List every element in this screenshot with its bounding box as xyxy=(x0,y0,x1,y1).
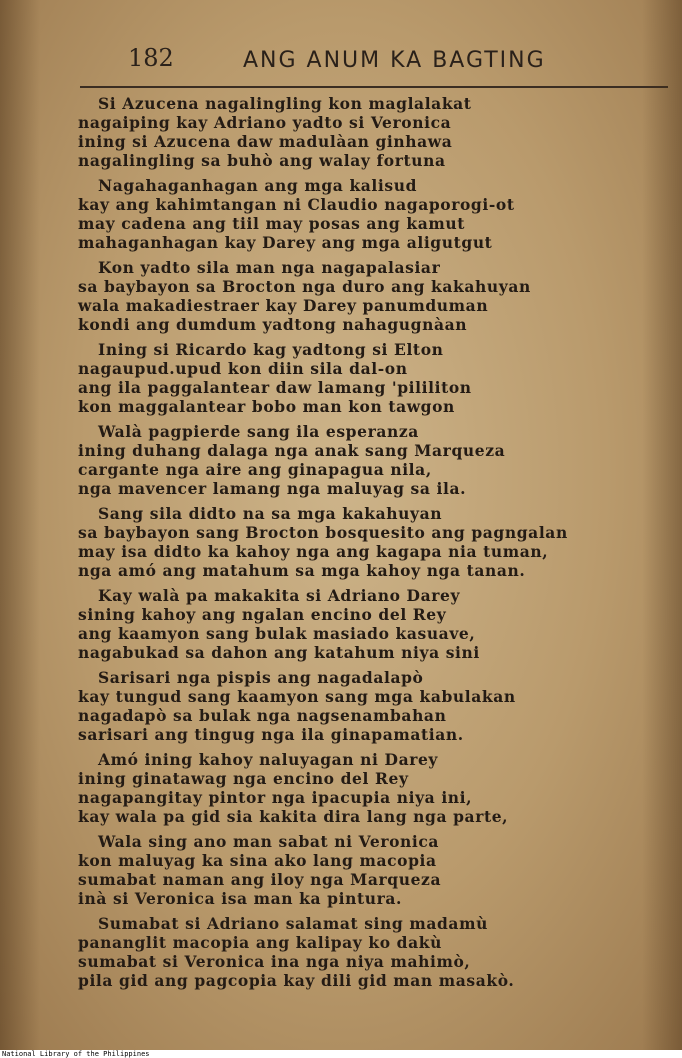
stanza xyxy=(0,258,682,334)
page-number: 182 xyxy=(128,44,174,72)
verse-line: inà si Veronica isa man ka pintura. xyxy=(78,889,402,908)
stanza xyxy=(0,832,682,908)
verse-line: nagapangitay pintor nga ipacupia niya ini, xyxy=(78,788,473,807)
verse-line: sa baybayon sa Brocton nga duro ang kakahuyan xyxy=(78,277,531,296)
verse-line: sumabat si Veronica ina nga niya mahimò, xyxy=(78,952,471,971)
verse-line: may cadena ang tiil may posas ang kamut xyxy=(78,214,465,233)
verse-line: sining kahoy ang ngalan encino del Rey xyxy=(78,605,447,624)
verse-line: nagalingling sa buhò ang walay fortuna xyxy=(78,151,446,170)
verse-line: Kay walà pa makakita si Adriano Darey xyxy=(98,586,461,605)
verse-line: mahaganhagan kay Darey ang mga aligutgut xyxy=(78,233,493,252)
verse-line: nga amó ang matahum sa mga kahoy nga tanan. xyxy=(78,561,526,580)
verse-line: ang ila paggalantear daw lamang 'pililiton xyxy=(78,378,472,397)
stanza xyxy=(0,176,682,252)
header-rule xyxy=(80,86,668,88)
stanza xyxy=(0,94,682,170)
verse-line: Sang sila didto na sa mga kakahuyan xyxy=(98,504,443,523)
stanza xyxy=(0,422,682,498)
verse-line: Si Azucena nagalingling kon maglalakat xyxy=(98,94,472,113)
verse-line: nagaiping kay Adriano yadto si Veronica xyxy=(78,113,452,132)
verse-line: Walà pagpierde sang ila esperanza xyxy=(98,422,419,441)
verse-line: kon maggalantear bobo man kon tawgon xyxy=(78,397,455,416)
verse-line: kon maluyag ka sina ako lang macopia xyxy=(78,851,437,870)
poem-body xyxy=(0,94,682,996)
verse-line: kay tungud sang kaamyon sang mga kabulakan xyxy=(78,687,516,706)
stanza xyxy=(0,586,682,662)
library-credit: National Library of the Philippines xyxy=(2,1050,150,1058)
stanza xyxy=(0,340,682,416)
verse-line: nagaupud.upud kon diin sila dal-on xyxy=(78,359,408,378)
running-title: ANG ANUM KA BAGTING xyxy=(243,48,546,73)
verse-line: Ining si Ricardo kag yadtong si Elton xyxy=(98,340,444,359)
verse-line: Wala sing ano man sabat ni Veronica xyxy=(98,832,440,851)
verse-line: ang kaamyon sang bulak masiado kasuave, xyxy=(78,624,476,643)
verse-line: kondi ang dumdum yadtong nahagugnàan xyxy=(78,315,468,334)
verse-line: Amó ining kahoy naluyagan ni Darey xyxy=(98,750,439,769)
stanza xyxy=(0,914,682,990)
verse-line: wala makadiestraer kay Darey panumduman xyxy=(78,296,489,315)
scan-footer xyxy=(0,1050,682,1058)
stanza xyxy=(0,668,682,744)
verse-line: pila gid ang pagcopia kay dili gid man masakò. xyxy=(78,971,515,990)
verse-line: Sumabat si Adriano salamat sing madamù xyxy=(98,914,488,933)
verse-line: ining si Azucena daw madulàan ginhawa xyxy=(78,132,453,151)
verse-line: sarisari ang tingug nga ila ginapamatian. xyxy=(78,725,464,744)
verse-line: Kon yadto sila man nga nagapalasiar xyxy=(98,258,441,277)
verse-line: may isa didto ka kahoy nga ang kagapa nia tuman, xyxy=(78,542,549,561)
verse-line: Nagahaganhagan ang mga kalisud xyxy=(98,176,418,195)
verse-line: ining duhang dalaga nga anak sang Marqueza xyxy=(78,441,506,460)
verse-line: nagabukad sa dahon ang katahum niya sini xyxy=(78,643,480,662)
verse-line: Sarisari nga pispis ang nagadalapò xyxy=(98,668,424,687)
stanza xyxy=(0,750,682,826)
page-header xyxy=(0,44,682,84)
verse-line: sumabat naman ang iloy nga Marqueza xyxy=(78,870,442,889)
verse-line: sa baybayon sang Brocton bosquesito ang pagngalan xyxy=(78,523,568,542)
verse-line: kay ang kahimtangan ni Claudio nagaporogi-ot xyxy=(78,195,515,214)
verse-line: nagadapò sa bulak nga nagsenambahan xyxy=(78,706,447,725)
verse-line: nga mavencer lamang nga maluyag sa ila. xyxy=(78,479,467,498)
verse-line: ining ginatawag nga encino del Rey xyxy=(78,769,409,788)
stanza xyxy=(0,504,682,580)
verse-line: kay wala pa gid sia kakita dira lang nga parte, xyxy=(78,807,509,826)
verse-line: cargante nga aire ang ginapagua nila, xyxy=(78,460,432,479)
verse-line: pananglit macopia ang kalipay ko dakù xyxy=(78,933,442,952)
